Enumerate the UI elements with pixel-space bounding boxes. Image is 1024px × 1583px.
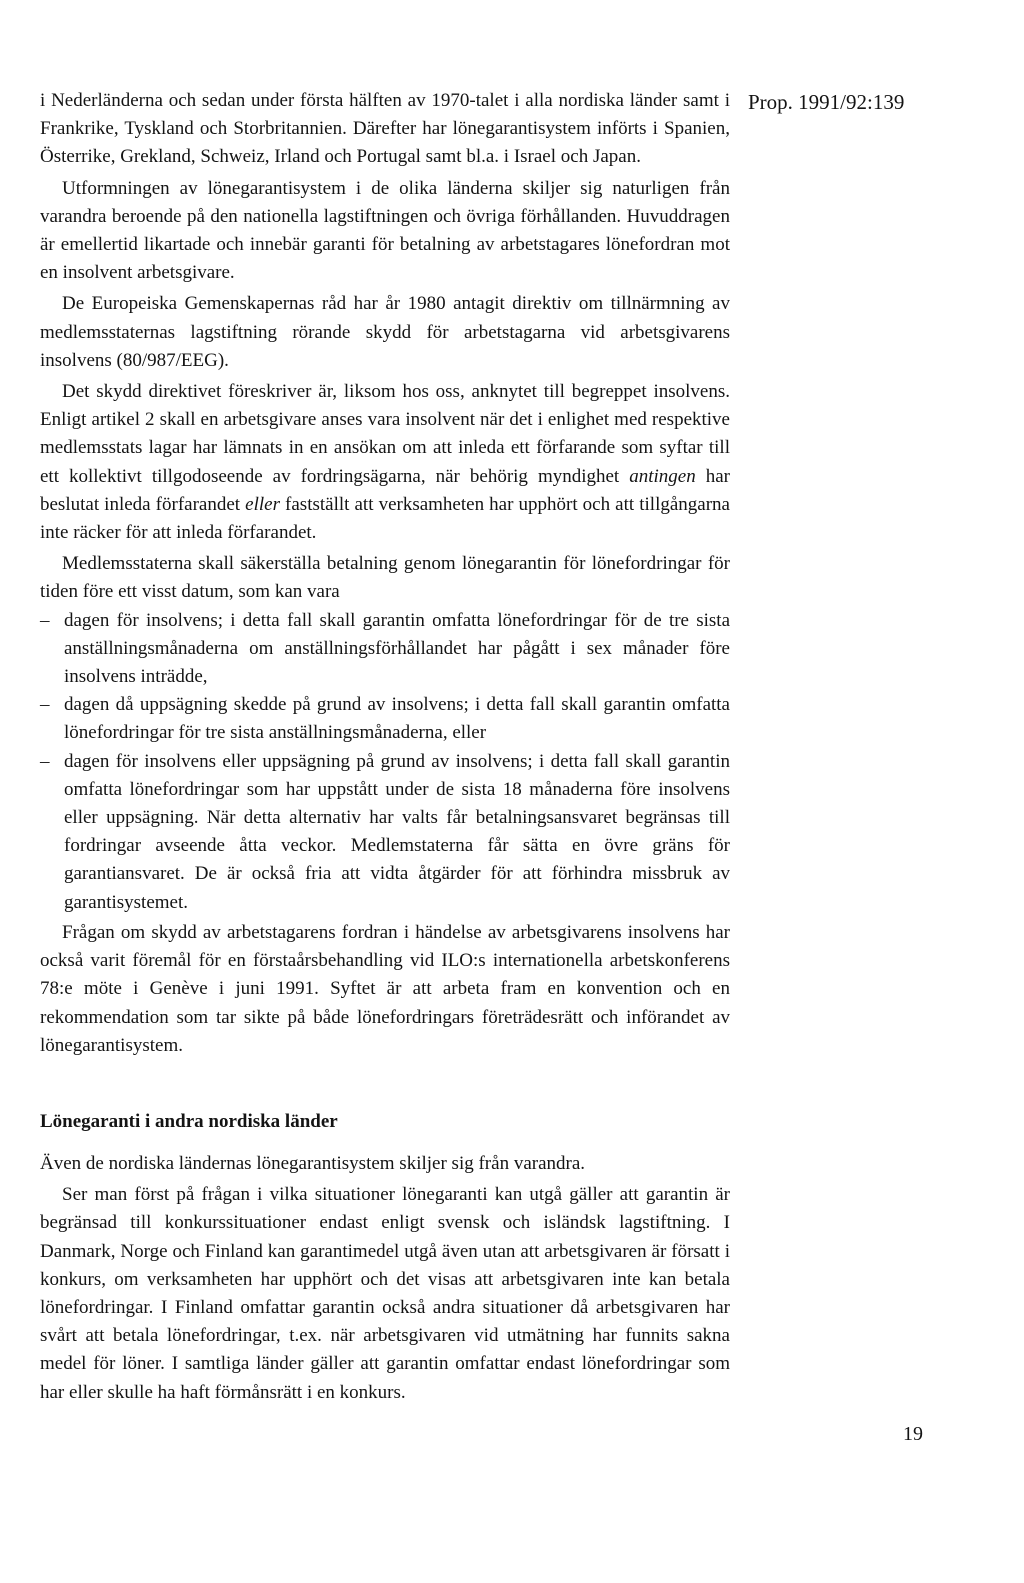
paragraph-4-text-1: Det skydd direktivet föreskriver är, liksom hos oss, anknytet till begreppet insolvens. Enligt artikel 2 skall en arbetsgivare anses vara insolvent när det i enlighet med respektive medlemsstats lagar har lämnats in en ansökan om att inleda ett förfarande som syftar till ett kollektivt tillgodoseende av fordringsägarna, när behörig myndighet bbox=[40, 381, 730, 487]
dash-list bbox=[40, 607, 730, 917]
section-heading: Lönegaranti i andra nordiska länder bbox=[40, 1110, 338, 1132]
paragraph-7: Även de nordiska ländernas lönegarantisystem skiljer sig från varandra. bbox=[40, 1152, 586, 1174]
list-item: – dagen för insolvens eller uppsägning på grund av insolvens; i detta fall skall garantin omfatta lönefordringar som har uppstått under de sista 18 månaderna före insolvens eller uppsägning. När detta alternativ har valts får betalningsansvaret begränsas till fordringar avseende åtta veckor. Medlemstaterna får sätta en övre gräns för garantiansvaret. De är också fria att vidta åtgärder för att förhindra missbruk av garantisystemet. bbox=[40, 748, 730, 917]
emphasis-antingen: antingen bbox=[629, 465, 696, 487]
emphasis-eller: eller bbox=[245, 493, 280, 515]
paragraph-3: De Europeiska Gemenskapernas råd har år 1980 antagit direktiv om tillnärmning av medlemsstaternas lagstiftning rörande skydd för arbetstagarna vid arbetsgivarens insolvens (80/987/EEG). bbox=[40, 293, 730, 371]
paragraph-5: Medlemsstaterna skall säkerställa betalning genom lönegarantin för lönefordringar för tiden före ett visst datum, som kan vara bbox=[40, 553, 730, 603]
text-column bbox=[40, 87, 730, 1407]
prop-reference: Prop. 1991/92:139 bbox=[748, 90, 905, 114]
paragraph-4-text-3: fastställt att verksamheten har upphört och att tillgångarna inte räcker för att inleda förfarandet. bbox=[40, 493, 730, 544]
paragraph-1: i Nederländerna och sedan under första hälften av 1970-talet i alla nordiska länder samt i Frankrike, Tyskland och Storbritannien. Därefter har lönegarantisystem införts i Spanien, Österrike, Grekland, Schweiz, Irland och Portugal samt bl.a. i Israel och Japan. bbox=[40, 90, 730, 168]
paragraph-6: Frågan om skydd av arbetstagarens fordran i händelse av arbetsgivarens insolvens har också varit föremål för en förstaårsbehandling vid ILO:s internationella arbetskonferens 78:e möte i Genève i juni 1991. Syftet är att arbeta fram en konvention och en rekommendation som tar sikte på både lönefordringars företrädesrätt och införandet av lönegarantisystem. bbox=[40, 921, 730, 1056]
page-number: 19 bbox=[903, 1423, 923, 1445]
paragraph-8: Ser man först på frågan i vilka situationer lönegaranti kan utgå gäller att garantin är begränsad till konkurssituationer endast enligt svensk och isländsk lagstiftning. I Danmark, Norge och Finland kan garantimedel utgå även utan att arbetsgivaren är försatt i konkurs, om verksamheten har upphört och det visas att arbetsgivaren inte kan betala lönefordringar. I Finland omfattar garantin också andra situationer då arbetsgivaren har svårt att betala lönefordringar, t.ex. när arbetsgivaren vid utmätning har funnits sakna medel för löner. I samtliga länder gäller att garantin omfattar endast lönefordringar som har eller skulle ha haft förmånsrätt i en konkurs. bbox=[40, 1184, 730, 1403]
paragraph-4 bbox=[40, 378, 730, 547]
list-item: – dagen för insolvens; i detta fall skall garantin omfatta lönefordringar för de tre sista anställningsmånaderna om anställningsförhållandet har pågått i sex månader före insolvens inträdde, bbox=[40, 607, 730, 692]
paragraph-2: Utformningen av lönegarantisystem i de olika länderna skiljer sig naturligen från varandra beroende på den nationella lagstiftningen och övriga förhållanden. Huvuddragen är emellertid likartade och innebär garanti för betalning av arbetstagares lönefordran mot en insolvent arbetsgivare. bbox=[40, 177, 730, 284]
list-item: – dagen då uppsägning skedde på grund av insolvens; i detta fall skall garantin omfatta lönefordringar för tre sista anställningsmånaderna, eller bbox=[40, 691, 730, 747]
paragraph-4-text-2: har beslutat inleda förfarandet bbox=[40, 465, 731, 515]
